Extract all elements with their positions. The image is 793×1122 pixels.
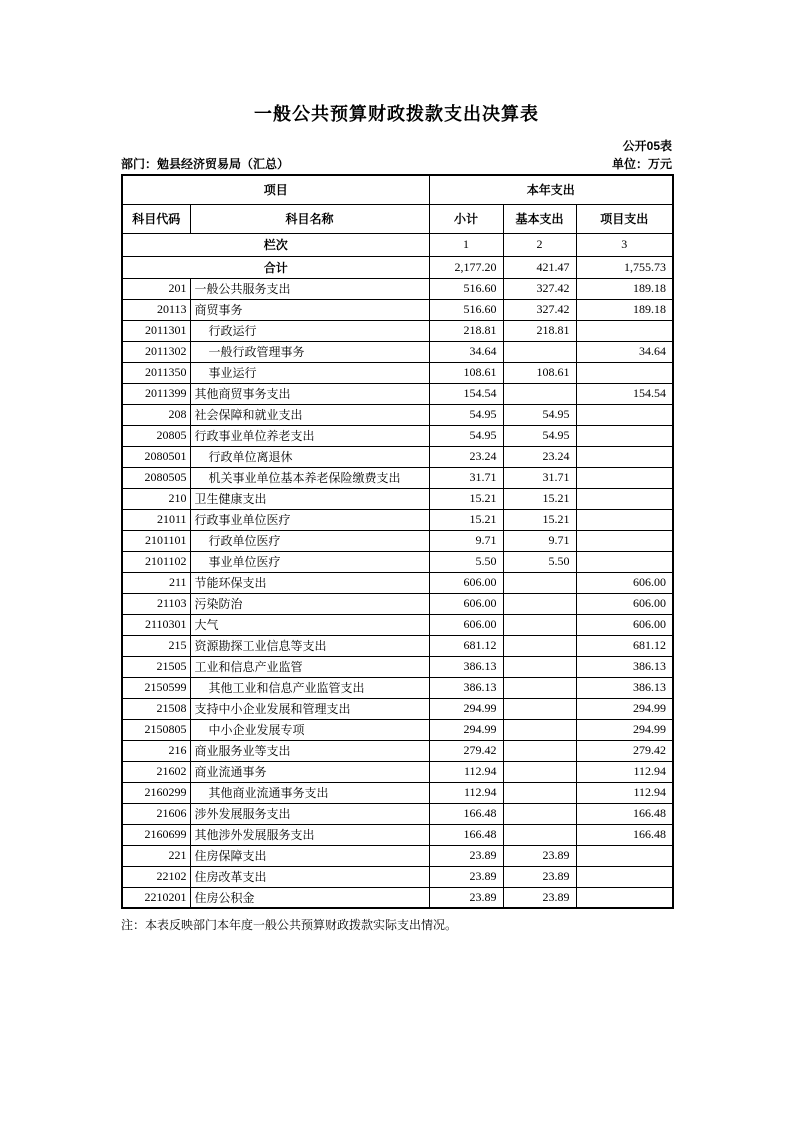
basic-expenditure-cell bbox=[503, 635, 576, 656]
table-row bbox=[122, 383, 673, 404]
subject-name-cell: 事业运行 bbox=[190, 362, 429, 383]
subject-code-cell: 2011399 bbox=[122, 383, 190, 404]
subject-name-cell: 一般行政管理事务 bbox=[190, 341, 429, 362]
subject-code-cell: 2150599 bbox=[122, 677, 190, 698]
subtotal-cell: 154.54 bbox=[429, 383, 503, 404]
table-row bbox=[122, 299, 673, 320]
subject-code-cell: 21606 bbox=[122, 803, 190, 824]
header-subtotal: 小计 bbox=[429, 204, 503, 233]
subject-name-cell: 一般公共服务支出 bbox=[190, 278, 429, 299]
basic-expenditure-cell: 9.71 bbox=[503, 530, 576, 551]
footnote: 注：本表反映部门本年度一般公共预算财政拨款实际支出情况。 bbox=[121, 918, 458, 932]
subject-code-cell: 208 bbox=[122, 404, 190, 425]
subject-name-cell: 资源勘探工业信息等支出 bbox=[190, 635, 429, 656]
sheet-number-label: 公开05表 bbox=[622, 139, 672, 153]
subtotal-cell: 31.71 bbox=[429, 467, 503, 488]
subtotal-cell: 606.00 bbox=[429, 593, 503, 614]
header-subject-name: 科目名称 bbox=[190, 204, 429, 233]
subject-name-cell: 行政单位医疗 bbox=[190, 530, 429, 551]
total-subtotal-value: 2,177.20 bbox=[429, 256, 503, 278]
subtotal-cell: 54.95 bbox=[429, 425, 503, 446]
basic-expenditure-cell bbox=[503, 614, 576, 635]
total-label: 合计 bbox=[122, 256, 429, 278]
subject-name-cell: 住房公积金 bbox=[190, 887, 429, 908]
header-group-row bbox=[122, 175, 673, 204]
subject-code-cell: 2160299 bbox=[122, 782, 190, 803]
subject-name-cell: 工业和信息产业监管 bbox=[190, 656, 429, 677]
subtotal-cell: 5.50 bbox=[429, 551, 503, 572]
subject-code-cell: 2080501 bbox=[122, 446, 190, 467]
project-expenditure-cell: 189.18 bbox=[576, 278, 673, 299]
project-expenditure-cell bbox=[576, 467, 673, 488]
subtotal-cell: 112.94 bbox=[429, 782, 503, 803]
subtotal-cell: 386.13 bbox=[429, 656, 503, 677]
basic-expenditure-cell bbox=[503, 803, 576, 824]
basic-expenditure-cell bbox=[503, 761, 576, 782]
subject-name-cell: 住房保障支出 bbox=[190, 845, 429, 866]
project-expenditure-cell bbox=[576, 488, 673, 509]
subject-name-cell: 涉外发展服务支出 bbox=[190, 803, 429, 824]
column-index-label: 栏次 bbox=[122, 233, 429, 256]
subtotal-cell: 294.99 bbox=[429, 719, 503, 740]
subject-code-cell: 2101102 bbox=[122, 551, 190, 572]
basic-expenditure-cell bbox=[503, 782, 576, 803]
subtotal-cell: 34.64 bbox=[429, 341, 503, 362]
table-row bbox=[122, 362, 673, 383]
total-project-value: 1,755.73 bbox=[576, 256, 673, 278]
project-expenditure-cell bbox=[576, 509, 673, 530]
subtotal-cell: 23.24 bbox=[429, 446, 503, 467]
subject-code-cell: 2210201 bbox=[122, 887, 190, 908]
header-project-expenditure: 项目支出 bbox=[576, 204, 673, 233]
subject-name-cell: 商贸事务 bbox=[190, 299, 429, 320]
subtotal-cell: 15.21 bbox=[429, 488, 503, 509]
subject-code-cell: 2160699 bbox=[122, 824, 190, 845]
basic-expenditure-cell bbox=[503, 341, 576, 362]
table-row bbox=[122, 467, 673, 488]
subject-code-cell: 2110301 bbox=[122, 614, 190, 635]
subject-name-cell: 机关事业单位基本养老保险缴费支出 bbox=[190, 467, 429, 488]
project-expenditure-cell: 681.12 bbox=[576, 635, 673, 656]
table-row bbox=[122, 425, 673, 446]
subject-code-cell: 221 bbox=[122, 845, 190, 866]
basic-expenditure-cell bbox=[503, 719, 576, 740]
meta-row bbox=[121, 155, 672, 172]
subject-code-cell: 20113 bbox=[122, 299, 190, 320]
subject-name-cell: 商业流通事务 bbox=[190, 761, 429, 782]
subject-name-cell: 其他商业流通事务支出 bbox=[190, 782, 429, 803]
table-row bbox=[122, 530, 673, 551]
basic-expenditure-cell bbox=[503, 593, 576, 614]
project-expenditure-cell: 606.00 bbox=[576, 614, 673, 635]
page-title: 一般公共预算财政拨款支出决算表 bbox=[254, 104, 539, 124]
project-expenditure-cell: 294.99 bbox=[576, 698, 673, 719]
subject-name-cell: 行政事业单位养老支出 bbox=[190, 425, 429, 446]
subtotal-cell: 516.60 bbox=[429, 278, 503, 299]
project-expenditure-cell: 154.54 bbox=[576, 383, 673, 404]
subject-code-cell: 21602 bbox=[122, 761, 190, 782]
column-index-row bbox=[122, 233, 673, 256]
subject-code-cell: 22102 bbox=[122, 866, 190, 887]
basic-expenditure-cell: 327.42 bbox=[503, 299, 576, 320]
project-expenditure-cell: 279.42 bbox=[576, 740, 673, 761]
subject-name-cell: 事业单位医疗 bbox=[190, 551, 429, 572]
table-row bbox=[122, 446, 673, 467]
table-row bbox=[122, 866, 673, 887]
subject-code-cell: 211 bbox=[122, 572, 190, 593]
subject-code-cell: 2150805 bbox=[122, 719, 190, 740]
project-expenditure-cell: 606.00 bbox=[576, 572, 673, 593]
basic-expenditure-cell: 5.50 bbox=[503, 551, 576, 572]
project-expenditure-cell bbox=[576, 362, 673, 383]
subject-name-cell: 支持中小企业发展和管理支出 bbox=[190, 698, 429, 719]
project-expenditure-cell bbox=[576, 404, 673, 425]
subject-name-cell: 行政事业单位医疗 bbox=[190, 509, 429, 530]
subtotal-cell: 23.89 bbox=[429, 887, 503, 908]
basic-expenditure-cell bbox=[503, 740, 576, 761]
basic-expenditure-cell: 218.81 bbox=[503, 320, 576, 341]
project-expenditure-cell: 166.48 bbox=[576, 824, 673, 845]
table-row bbox=[122, 488, 673, 509]
table-row bbox=[122, 698, 673, 719]
project-expenditure-cell bbox=[576, 551, 673, 572]
project-expenditure-cell: 112.94 bbox=[576, 761, 673, 782]
header-basic-expenditure: 基本支出 bbox=[503, 204, 576, 233]
project-expenditure-cell bbox=[576, 320, 673, 341]
basic-expenditure-cell bbox=[503, 698, 576, 719]
subject-name-cell: 社会保障和就业支出 bbox=[190, 404, 429, 425]
basic-expenditure-cell bbox=[503, 677, 576, 698]
table-row bbox=[122, 782, 673, 803]
subject-name-cell: 中小企业发展专项 bbox=[190, 719, 429, 740]
basic-expenditure-cell: 15.21 bbox=[503, 509, 576, 530]
table-row bbox=[122, 551, 673, 572]
project-expenditure-cell: 386.13 bbox=[576, 656, 673, 677]
total-basic-value: 421.47 bbox=[503, 256, 576, 278]
basic-expenditure-cell: 108.61 bbox=[503, 362, 576, 383]
subject-code-cell: 21508 bbox=[122, 698, 190, 719]
subject-name-cell: 行政运行 bbox=[190, 320, 429, 341]
table-row bbox=[122, 635, 673, 656]
subtotal-cell: 166.48 bbox=[429, 803, 503, 824]
table-row bbox=[122, 278, 673, 299]
table-row bbox=[122, 740, 673, 761]
table-row bbox=[122, 845, 673, 866]
project-expenditure-cell: 112.94 bbox=[576, 782, 673, 803]
subject-code-cell: 2011301 bbox=[122, 320, 190, 341]
subject-name-cell: 行政单位离退休 bbox=[190, 446, 429, 467]
project-expenditure-cell: 34.64 bbox=[576, 341, 673, 362]
basic-expenditure-cell: 23.89 bbox=[503, 866, 576, 887]
subject-code-cell: 21011 bbox=[122, 509, 190, 530]
basic-expenditure-cell: 23.89 bbox=[503, 887, 576, 908]
subject-name-cell: 住房改革支出 bbox=[190, 866, 429, 887]
project-expenditure-cell bbox=[576, 530, 673, 551]
table-row bbox=[122, 593, 673, 614]
table-row bbox=[122, 761, 673, 782]
subject-code-cell: 2080505 bbox=[122, 467, 190, 488]
unit-label: 单位：万元 bbox=[611, 157, 672, 171]
column-index-3: 3 bbox=[576, 233, 673, 256]
table-row bbox=[122, 824, 673, 845]
basic-expenditure-cell: 23.24 bbox=[503, 446, 576, 467]
subject-code-cell: 20805 bbox=[122, 425, 190, 446]
table-body bbox=[122, 278, 673, 908]
table-row bbox=[122, 677, 673, 698]
table-row bbox=[122, 719, 673, 740]
subject-code-cell: 210 bbox=[122, 488, 190, 509]
header-group-item: 项目 bbox=[122, 175, 429, 204]
basic-expenditure-cell: 23.89 bbox=[503, 845, 576, 866]
header-group-year: 本年支出 bbox=[429, 175, 673, 204]
subject-name-cell: 商业服务业等支出 bbox=[190, 740, 429, 761]
subject-name-cell: 卫生健康支出 bbox=[190, 488, 429, 509]
basic-expenditure-cell: 31.71 bbox=[503, 467, 576, 488]
project-expenditure-cell bbox=[576, 845, 673, 866]
subtotal-cell: 23.89 bbox=[429, 866, 503, 887]
basic-expenditure-cell bbox=[503, 572, 576, 593]
project-expenditure-cell: 189.18 bbox=[576, 299, 673, 320]
document-content bbox=[121, 0, 672, 933]
subtotal-cell: 23.89 bbox=[429, 845, 503, 866]
column-index-2: 2 bbox=[503, 233, 576, 256]
subtotal-cell: 9.71 bbox=[429, 530, 503, 551]
subject-code-cell: 201 bbox=[122, 278, 190, 299]
project-expenditure-cell bbox=[576, 887, 673, 908]
expenditure-table bbox=[121, 174, 674, 909]
subject-code-cell: 215 bbox=[122, 635, 190, 656]
project-expenditure-cell bbox=[576, 425, 673, 446]
table-row bbox=[122, 656, 673, 677]
department-label: 部门：勉县经济贸易局（汇总） bbox=[121, 157, 290, 171]
basic-expenditure-cell: 54.95 bbox=[503, 425, 576, 446]
project-expenditure-cell bbox=[576, 446, 673, 467]
subtotal-cell: 294.99 bbox=[429, 698, 503, 719]
basic-expenditure-cell: 15.21 bbox=[503, 488, 576, 509]
table-row bbox=[122, 572, 673, 593]
subtotal-cell: 606.00 bbox=[429, 614, 503, 635]
column-index-1: 1 bbox=[429, 233, 503, 256]
subject-name-cell: 其他涉外发展服务支出 bbox=[190, 824, 429, 845]
total-row bbox=[122, 256, 673, 278]
table-row bbox=[122, 341, 673, 362]
project-expenditure-cell: 294.99 bbox=[576, 719, 673, 740]
basic-expenditure-cell: 327.42 bbox=[503, 278, 576, 299]
project-expenditure-cell: 166.48 bbox=[576, 803, 673, 824]
subject-code-cell: 2011302 bbox=[122, 341, 190, 362]
table-row bbox=[122, 404, 673, 425]
subtotal-cell: 15.21 bbox=[429, 509, 503, 530]
subtotal-cell: 386.13 bbox=[429, 677, 503, 698]
table-row bbox=[122, 803, 673, 824]
basic-expenditure-cell bbox=[503, 383, 576, 404]
subject-code-cell: 21505 bbox=[122, 656, 190, 677]
subject-name-cell: 其他商贸事务支出 bbox=[190, 383, 429, 404]
header-subject-code: 科目代码 bbox=[122, 204, 190, 233]
subtotal-cell: 606.00 bbox=[429, 572, 503, 593]
table-row bbox=[122, 614, 673, 635]
subject-code-cell: 21103 bbox=[122, 593, 190, 614]
subtotal-cell: 108.61 bbox=[429, 362, 503, 383]
table-row bbox=[122, 320, 673, 341]
subtotal-cell: 166.48 bbox=[429, 824, 503, 845]
table-header bbox=[122, 175, 673, 278]
subject-name-cell: 节能环保支出 bbox=[190, 572, 429, 593]
subtotal-cell: 681.12 bbox=[429, 635, 503, 656]
basic-expenditure-cell: 54.95 bbox=[503, 404, 576, 425]
header-column-row bbox=[122, 204, 673, 233]
subtotal-cell: 54.95 bbox=[429, 404, 503, 425]
project-expenditure-cell: 606.00 bbox=[576, 593, 673, 614]
basic-expenditure-cell bbox=[503, 656, 576, 677]
subject-name-cell: 大气 bbox=[190, 614, 429, 635]
subject-code-cell: 216 bbox=[122, 740, 190, 761]
basic-expenditure-cell bbox=[503, 824, 576, 845]
table-row bbox=[122, 509, 673, 530]
project-expenditure-cell bbox=[576, 866, 673, 887]
subject-name-cell: 其他工业和信息产业监管支出 bbox=[190, 677, 429, 698]
subtotal-cell: 279.42 bbox=[429, 740, 503, 761]
subject-name-cell: 污染防治 bbox=[190, 593, 429, 614]
subtotal-cell: 112.94 bbox=[429, 761, 503, 782]
subtotal-cell: 516.60 bbox=[429, 299, 503, 320]
subject-code-cell: 2101101 bbox=[122, 530, 190, 551]
subtotal-cell: 218.81 bbox=[429, 320, 503, 341]
project-expenditure-cell: 386.13 bbox=[576, 677, 673, 698]
table-row bbox=[122, 887, 673, 908]
subject-code-cell: 2011350 bbox=[122, 362, 190, 383]
